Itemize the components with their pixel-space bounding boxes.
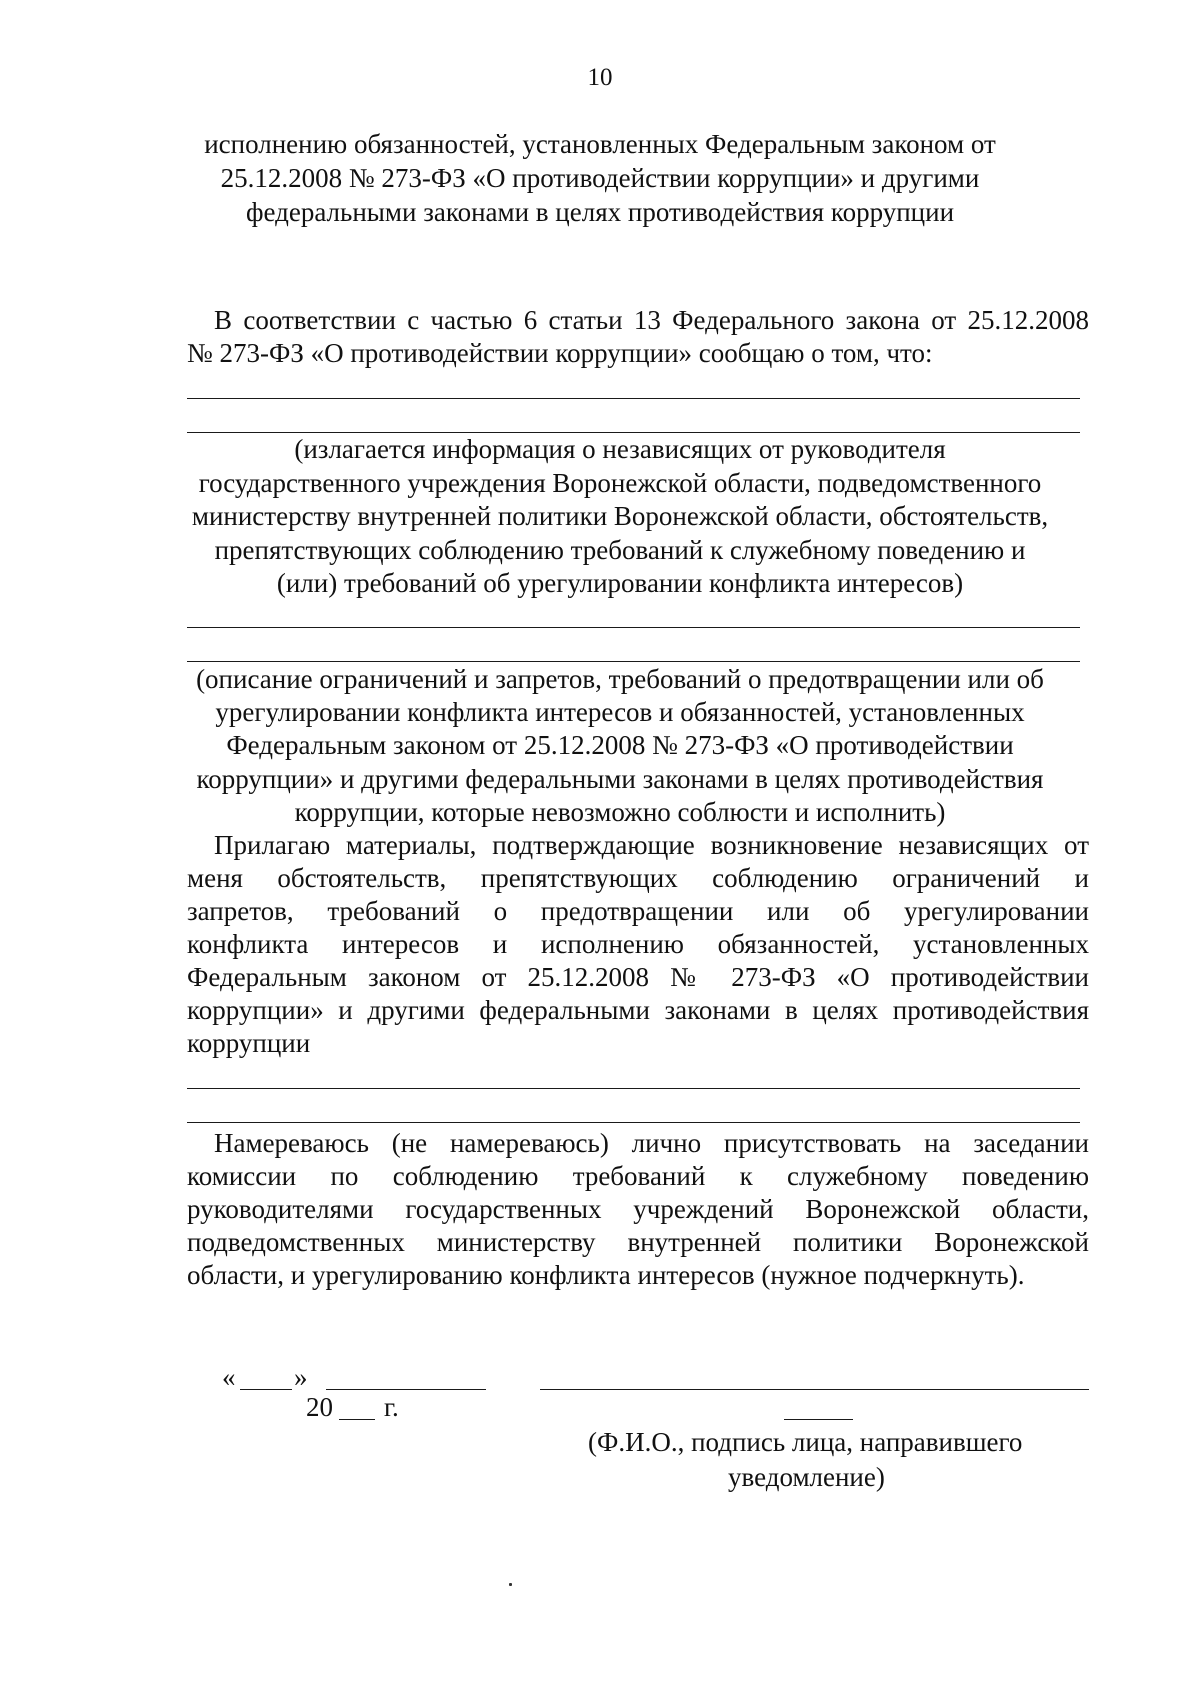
intention-line-1: Намереваюсь (не намереваюсь) лично присутствовать на заседании: [214, 1128, 1089, 1158]
circumstances-note-line-2: государственного учреждения Воронежской области, подведомственного: [198, 468, 1042, 498]
restrictions-note-line-5: коррупции, которые невозможно соблюсти и исполнить): [294, 797, 946, 827]
attachments-line-3: запретов, требований о предотвращении или об урегулировании: [187, 896, 1089, 926]
circumstances-note-line-1: (излагается информация о независящих от руководителя: [294, 434, 946, 464]
page-number: 10: [587, 64, 613, 91]
fill-line-5[interactable]: [187, 1088, 1080, 1089]
attachments-line-1: Прилагаю материалы, подтверждающие возникновение независящих от: [214, 830, 1089, 860]
fill-line-4[interactable]: [187, 661, 1080, 662]
date-month-field[interactable]: [326, 1389, 486, 1390]
signature-field[interactable]: [540, 1389, 1089, 1390]
signature-underline-short: [784, 1419, 853, 1420]
circumstances-note-line-5: (или) требований об урегулировании конфликта интересов): [276, 568, 964, 598]
date-year-prefix: 20: [306, 1392, 333, 1422]
intention-line-4: подведомственных министерству внутренней политики Воронежской: [187, 1227, 1089, 1257]
attachments-line-2: меня обстоятельств, препятствующих соблюдению ограничений и: [187, 863, 1089, 893]
restrictions-note-line-1: (описание ограничений и запретов, требований о предотвращении или об: [196, 664, 1044, 694]
intro-line-2: № 273-ФЗ «О противодействии коррупции» сообщаю о том, что:: [187, 338, 933, 368]
signer-caption-line-1: (Ф.И.О., подпись лица, направившего: [588, 1427, 1023, 1457]
restrictions-note-line-4: коррупции» и другими федеральными законами в целях противодействия: [196, 764, 1044, 794]
fill-line-3[interactable]: [187, 627, 1080, 628]
fill-line-1[interactable]: [187, 398, 1080, 399]
attachments-line-4: конфликта интересов и исполнению обязанностей, установленных: [187, 929, 1089, 959]
date-close-quote: »: [294, 1362, 308, 1392]
circumstances-note-line-4: препятствующих соблюдению требований к служебному поведению и: [214, 535, 1026, 565]
attachments-line-7: коррупции: [187, 1028, 311, 1058]
date-open-quote: «: [222, 1362, 236, 1392]
scan-speck: [509, 1583, 512, 1586]
restrictions-note-line-3: Федеральным законом от 25.12.2008 № 273-ФЗ «О противодействии: [226, 730, 1014, 760]
intention-line-2: комиссии по соблюдению требований к служебному поведению: [187, 1161, 1089, 1191]
signer-caption-line-2: уведомление): [728, 1462, 885, 1492]
attachments-line-6: коррупции» и другими федеральными законами в целях противодействия: [187, 995, 1089, 1025]
form-title-line-1: исполнению обязанностей, установленных Федеральным законом от: [204, 129, 996, 159]
restrictions-note-line-2: урегулировании конфликта интересов и обязанностей, установленных: [215, 697, 1025, 727]
intention-line-3: руководителями государственных учреждений Воронежской области,: [187, 1194, 1089, 1224]
date-day-field[interactable]: [240, 1389, 292, 1390]
fill-line-6[interactable]: [187, 1122, 1080, 1123]
intro-line-1: В соответствии с частью 6 статьи 13 Федерального закона от 25.12.2008: [214, 305, 1089, 335]
circumstances-note-line-3: министерству внутренней политики Воронежской области, обстоятельств,: [191, 501, 1049, 531]
fill-line-2[interactable]: [187, 432, 1080, 433]
intention-line-5: области, и урегулированию конфликта интересов (нужное подчеркнуть).: [187, 1260, 1025, 1290]
form-title-line-3: федеральными законами в целях противодействия коррупции: [245, 197, 955, 227]
date-year-suffix: г.: [384, 1392, 399, 1422]
date-year-field[interactable]: [339, 1419, 375, 1420]
form-title-line-2: 25.12.2008 № 273-ФЗ «О противодействии коррупции» и другими: [220, 163, 980, 193]
attachments-line-5: Федеральным законом от 25.12.2008 № 273-ФЗ «О противодействии: [187, 962, 1089, 992]
